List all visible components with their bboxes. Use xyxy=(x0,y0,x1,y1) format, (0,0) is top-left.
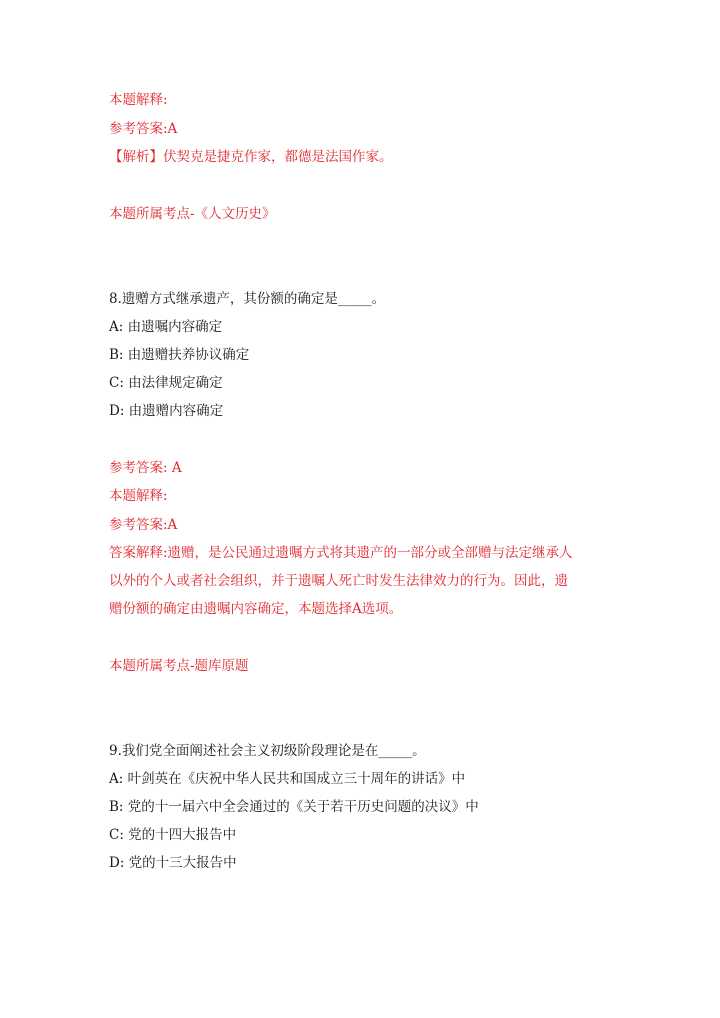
q8-option-c: C: 由法律规定确定 xyxy=(109,375,223,391)
q8-stem: 8.遗赠方式继承遗产，其份额的确定是_____。 xyxy=(109,291,386,307)
q8-explanation-line-1: 答案解释:遗赠，是公民通过遗嘱方式将其遗产的一部分或全部赠与法定继承人 xyxy=(109,545,573,561)
q8-option-b: B: 由遗赠扶养协议确定 xyxy=(109,347,250,363)
prev-analysis-label: 本题解释: xyxy=(109,92,168,108)
q8-explanation-line-2: 以外的个人或者社会组织，并于遗嘱人死亡时发生法律效力的行为。因此，遗 xyxy=(109,573,568,589)
q8-explanation-line-3: 赠份额的确定由遗嘱内容确定，本题选择A选项。 xyxy=(109,601,403,617)
q9-stem: 9.我们党全面阐述社会主义初级阶段理论是在_____。 xyxy=(109,743,426,759)
q8-option-d: D: 由遗赠内容确定 xyxy=(109,403,224,419)
q8-option-a: A: 由遗嘱内容确定 xyxy=(109,319,223,335)
q8-analysis-label: 本题解释: xyxy=(109,488,168,504)
q8-reference-answer: 参考答案:A xyxy=(109,517,178,533)
q9-option-b: B: 党的十一届六中全会通过的《关于若干历史问题的决议》中 xyxy=(109,799,479,815)
q9-option-d: D: 党的十三大报告中 xyxy=(109,855,237,871)
prev-reference-answer: 参考答案:A xyxy=(109,121,178,137)
prev-topic: 本题所属考点-《人文历史》 xyxy=(109,206,276,222)
prev-explanation: 【解析】伏契克是捷克作家，都德是法国作家。 xyxy=(109,149,393,165)
q8-topic: 本题所属考点-题库原题 xyxy=(109,658,249,674)
q9-option-c: C: 党的十四大报告中 xyxy=(109,827,237,843)
q9-option-a: A: 叶剑英在《庆祝中华人民共和国成立三十周年的讲话》中 xyxy=(109,771,466,787)
q8-answer: 参考答案: A xyxy=(109,460,182,476)
